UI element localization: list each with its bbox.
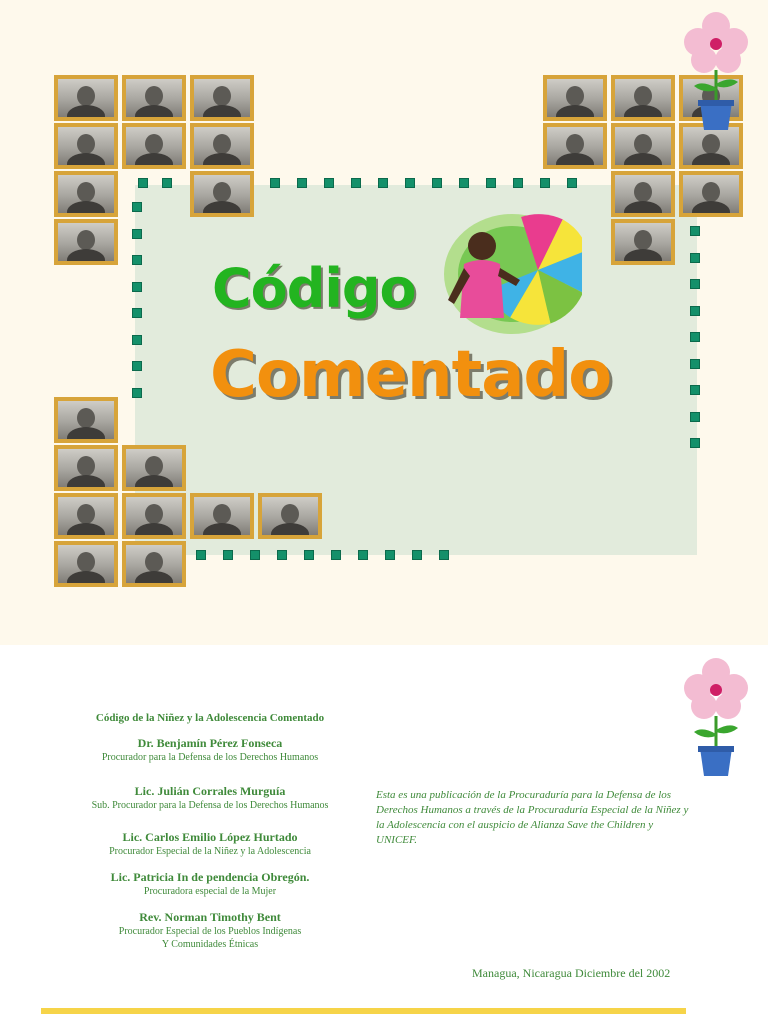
border-dot (304, 550, 314, 560)
credit-person (30, 910, 390, 951)
credits-block (30, 712, 390, 963)
border-dot (250, 550, 260, 560)
person-role: Procurador para la Defensa de los Derechos Humanos (101, 752, 319, 763)
child-portrait-photo (122, 123, 186, 169)
border-dot (690, 332, 700, 342)
child-portrait-photo (54, 75, 118, 121)
person-role-line2: Y Comunidades Étnicas (161, 939, 259, 950)
border-dot (351, 178, 361, 188)
child-portrait-photo (54, 171, 118, 217)
bottom-rule (41, 1008, 686, 1014)
person-role: Sub. Procurador para la Defensa de los Derechos Humanos (91, 800, 329, 811)
border-dot (138, 178, 148, 188)
person-role: Procuradora especial de la Mujer (143, 886, 277, 897)
credits-title: Código de la Niñez y la Adolescencia Comentado (95, 712, 325, 724)
child-portrait-photo (611, 171, 675, 217)
child-portrait-photo (543, 75, 607, 121)
child-portrait-photo (122, 75, 186, 121)
child-portrait-photo (54, 541, 118, 587)
credit-person (30, 736, 390, 764)
person-role: Procurador Especial de la Niñez y la Adolescencia (109, 846, 311, 857)
child-portrait-photo (54, 397, 118, 443)
cover-title-codigo: Código (212, 257, 416, 320)
publication-note: Esta es una publicación de la Procuraduría para la Defensa de los Derechos Humanos a través de la Procuraduría Especial de la Niñez y la Adolescencia con el auspicio de Alianza Save the Children y UNICEF. (376, 789, 689, 846)
child-portrait-photo (679, 171, 743, 217)
border-dot (270, 178, 280, 188)
border-dot (196, 550, 206, 560)
flower-pot-icon (680, 656, 752, 778)
border-dot (690, 385, 700, 395)
border-dot (690, 226, 700, 236)
place-and-date: Managua, Nicaragua Diciembre del 2002 (472, 966, 671, 980)
border-dot (132, 361, 142, 371)
border-dot (439, 550, 449, 560)
child-portrait-photo (611, 123, 675, 169)
border-dot (331, 550, 341, 560)
person-name: Lic. Julián Corrales Murguía (134, 784, 286, 798)
child-portrait-photo (258, 493, 322, 539)
border-dot (690, 359, 700, 369)
border-dot (567, 178, 577, 188)
border-dot (223, 550, 233, 560)
child-portrait-photo (122, 541, 186, 587)
flower-pot-icon (680, 10, 752, 132)
credit-person (30, 830, 390, 858)
cover-title-comentado: Comentado (210, 338, 612, 412)
child-portrait-photo (122, 445, 186, 491)
border-dot (405, 178, 415, 188)
border-dot (132, 335, 142, 345)
border-dot (690, 306, 700, 316)
person-name: Dr. Benjamín Pérez Fonseca (137, 736, 283, 750)
border-dot (297, 178, 307, 188)
border-dot (690, 438, 700, 448)
child-portrait-photo (611, 75, 675, 121)
border-dot (378, 178, 388, 188)
person-name: Lic. Carlos Emilio López Hurtado (122, 830, 298, 844)
border-dot (385, 550, 395, 560)
child-portrait-photo (190, 171, 254, 217)
border-dot (324, 178, 334, 188)
credit-person (30, 870, 390, 898)
border-dot (690, 279, 700, 289)
person-role: Procurador Especial de los Pueblos Indígenas (118, 926, 302, 937)
child-portrait-photo (190, 493, 254, 539)
child-portrait-photo (543, 123, 607, 169)
credit-person (30, 784, 390, 812)
border-dot (459, 178, 469, 188)
child-portrait-photo (122, 493, 186, 539)
person-name: Lic. Patricia In de pendencia Obregón. (110, 870, 310, 884)
border-dot (432, 178, 442, 188)
border-dot (358, 550, 368, 560)
border-dot (486, 178, 496, 188)
person-name: Rev. Norman Timothy Bent (139, 910, 281, 924)
border-dot (513, 178, 523, 188)
child-portrait-photo (54, 445, 118, 491)
child-portrait-photo (611, 219, 675, 265)
border-dot (690, 253, 700, 263)
border-dot (162, 178, 172, 188)
child-portrait-photo (54, 493, 118, 539)
border-dot (412, 550, 422, 560)
child-portrait-photo (54, 123, 118, 169)
umbrella-boy-photo (442, 208, 582, 336)
border-dot (132, 282, 142, 292)
child-portrait-photo (190, 75, 254, 121)
child-portrait-photo (190, 123, 254, 169)
border-dot (540, 178, 550, 188)
border-dot (132, 229, 142, 239)
border-dot (132, 255, 142, 265)
child-portrait-photo (54, 219, 118, 265)
border-dot (132, 388, 142, 398)
border-dot (690, 412, 700, 422)
border-dot (277, 550, 287, 560)
border-dot (132, 202, 142, 212)
border-dot (132, 308, 142, 318)
